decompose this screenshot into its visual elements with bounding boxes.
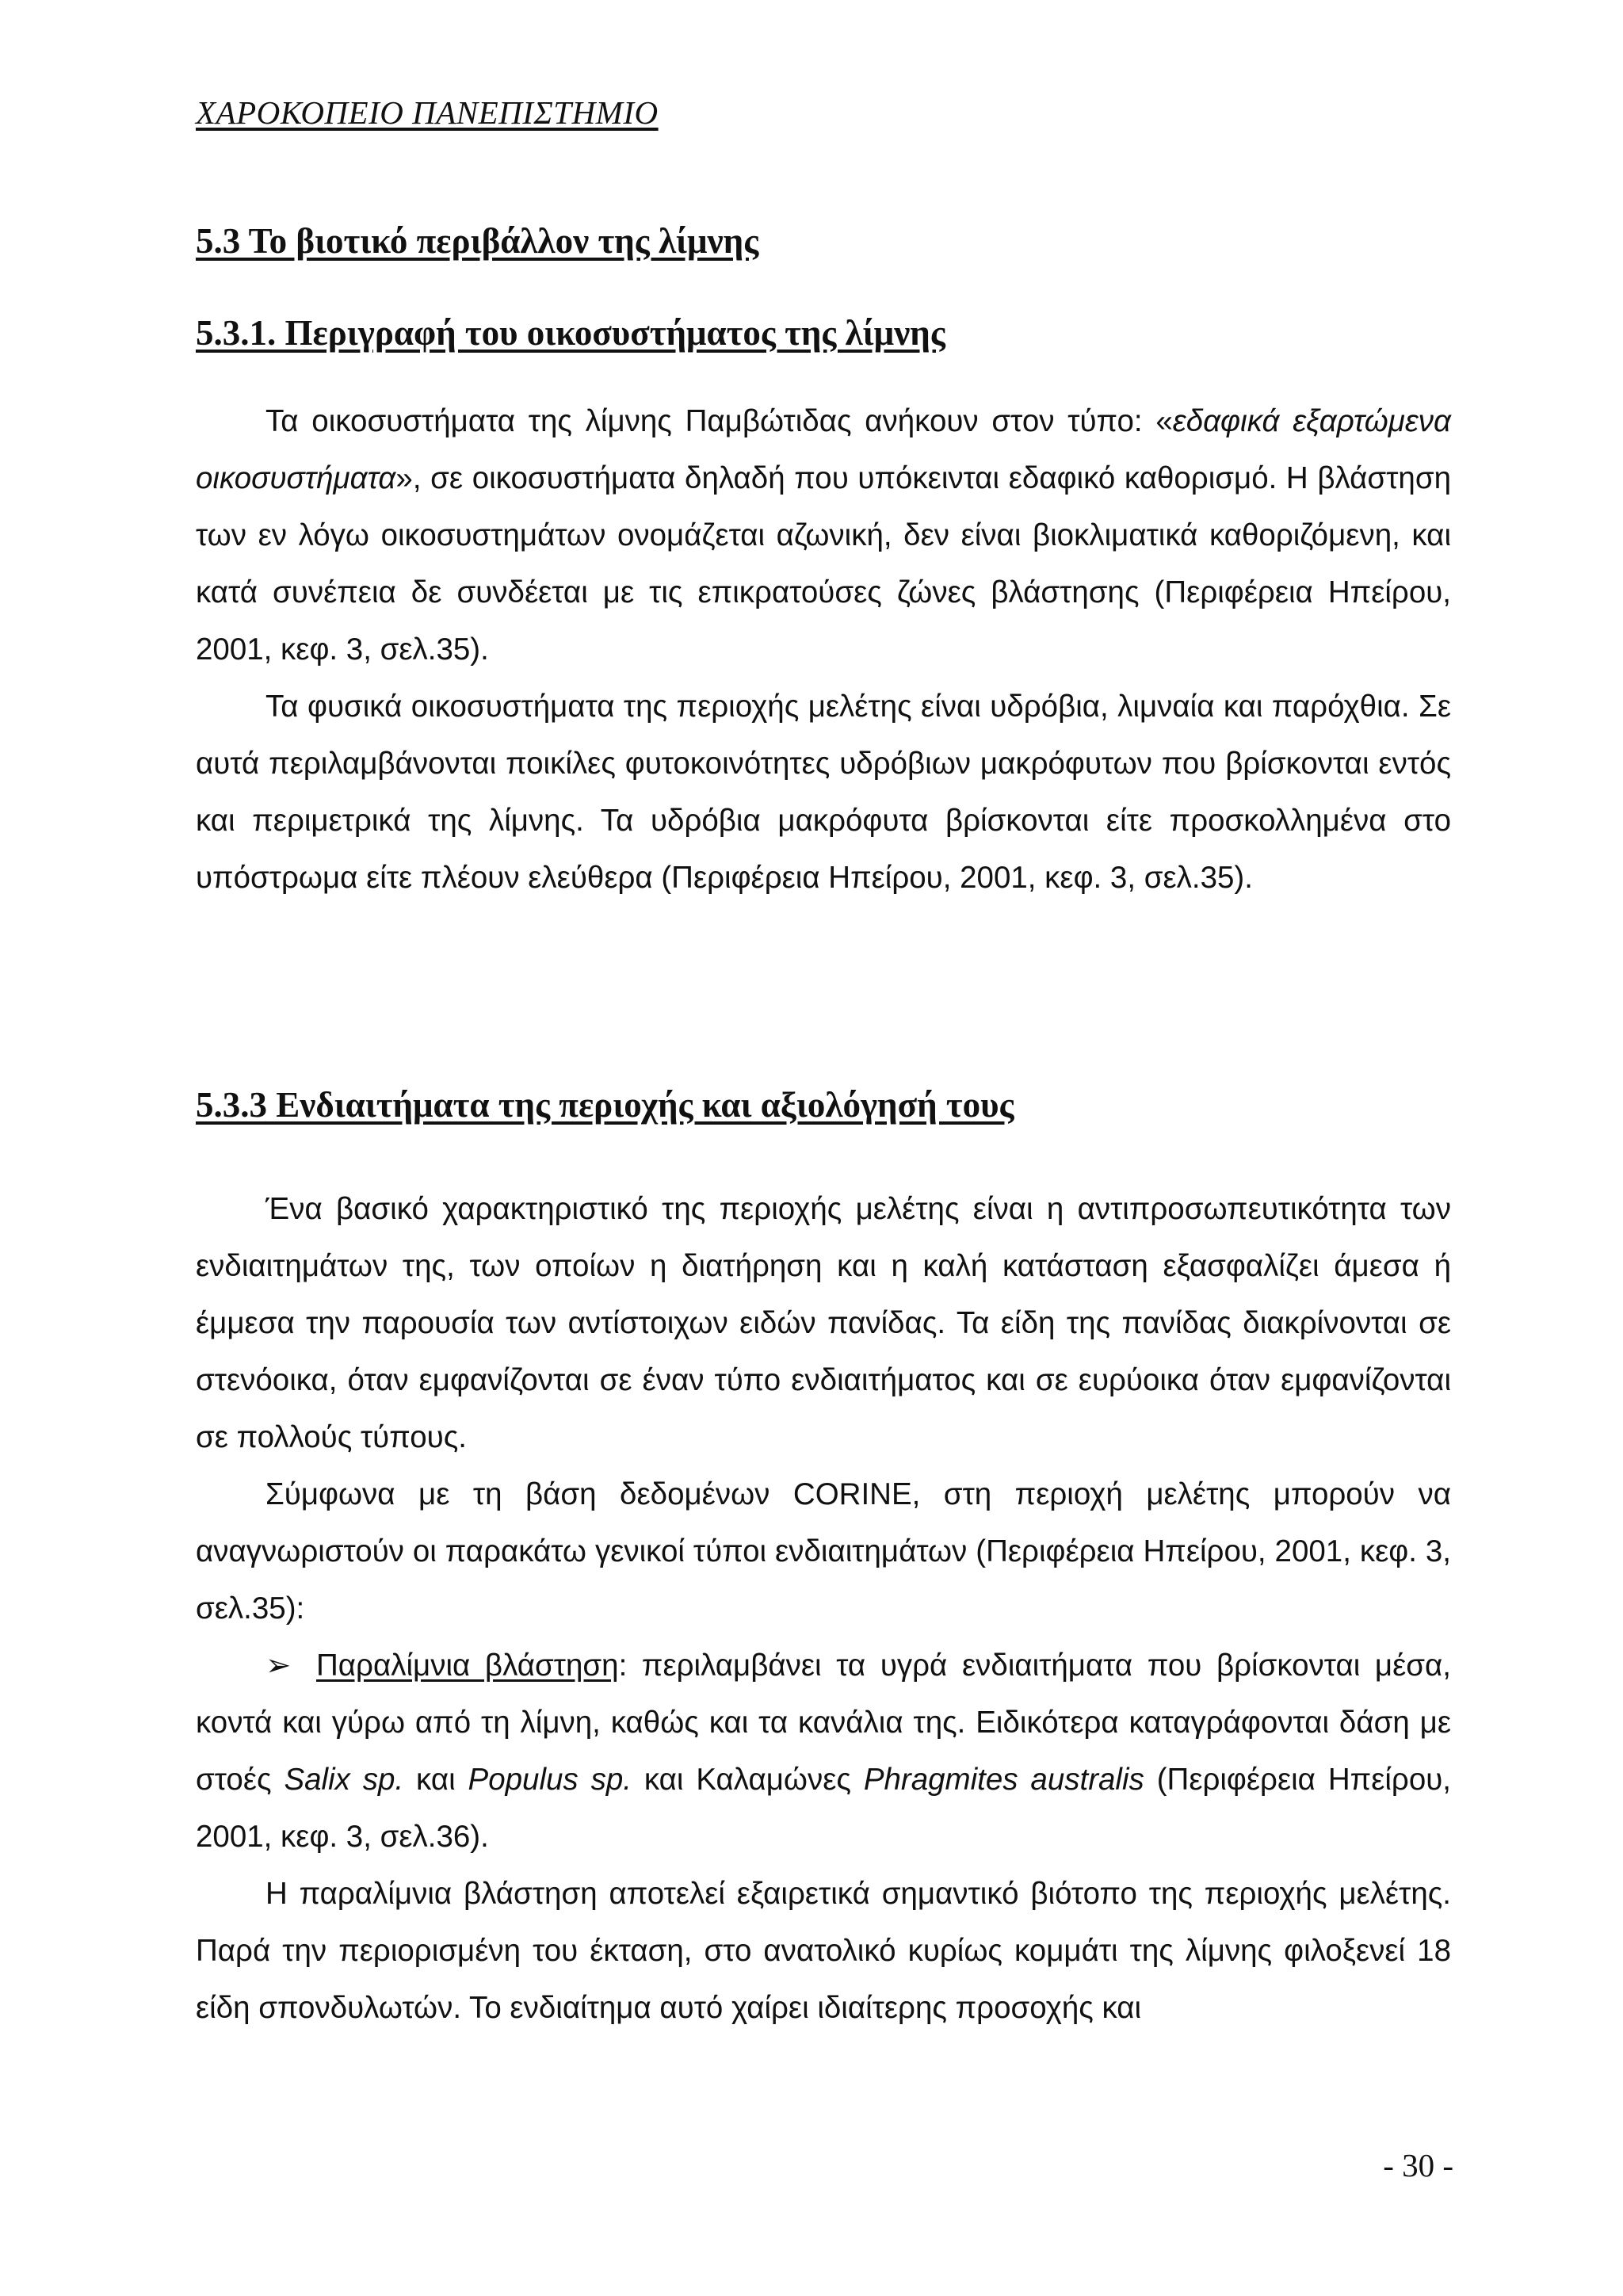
section-heading-5-3: 5.3 Το βιοτικό περιβάλλον της λίμνης: [196, 221, 759, 261]
section-heading-5-3-1: 5.3.1. Περιγραφή του οικοσυστήματος της λίμνης: [196, 313, 945, 353]
bullet-text-a: : περιλαμβάνει τα υγρά ενδιαιτήματα που βρίσκονται μέσα, κοντά και γύρω από τη λίμνη, καθώς και τα κανάλια της. Ειδικότερα καταγράφονται δάση με στοές: [196, 1648, 1451, 1797]
paragraph-1-text-a: Τα οικοσυστήματα της λίμνης Παμβώτιδας ανήκουν στον τύπο: «: [265, 404, 1173, 438]
section-5-3-1-body: [196, 393, 1451, 907]
species-phragmites: Phragmites australis: [863, 1763, 1144, 1797]
arrow-bullet-icon: ➢: [265, 1648, 292, 1683]
bullet-text-c: και Καλαμώνες: [631, 1763, 864, 1797]
paragraph-1: [196, 393, 1451, 678]
bullet-item-riparian-vegetation: [196, 1637, 1451, 1866]
section-5-3-3-body: [196, 1181, 1451, 2037]
section-heading-5-3-3: 5.3.3 Ενδιαιτήματα της περιοχής και αξιολόγησή τους: [196, 1085, 1014, 1125]
species-salix: Salix sp.: [284, 1763, 404, 1797]
paragraph-3: Ένα βασικό χαρακτηριστικό της περιοχής μελέτης είναι η αντιπροσωπευτικότητα των ενδιαιτημάτων της, των οποίων η διατήρηση και η καλή κατάσταση εξασφαλίζει άμεσα ή έμμεσα την παρουσία των αντίστοιχων ειδών πανίδας. Τα είδη της πανίδας διακρίνονται σε στενόοικα, όταν εμφανίζονται σε έναν τύπο ενδιαιτήματος και σε ευρύοικα όταν εμφανίζονται σε πολλούς τύπους.: [196, 1192, 1451, 1454]
page-number: - 30 -: [1383, 2147, 1453, 2183]
paragraph-4: Σύμφωνα με τη βάση δεδομένων CORINE, στη περιοχή μελέτης μπορούν να αναγνωριστούν οι παρακάτω γενικοί τύποι ενδιαιτημάτων (Περιφέρεια Ηπείρου, 2001, κεφ. 3, σελ.35):: [196, 1477, 1451, 1626]
paragraph-2: Τα φυσικά οικοσυστήματα της περιοχής μελέτης είναι υδρόβια, λιμναία και παρόχθια. Σε αυτά περιλαμβάνονται ποικίλες φυτοκοινότητες υδρόβιων μακρόφυτων που βρίσκονται εντός και περιμετρικά της λίμνης. Τα υδρόβια μακρόφυτα βρίσκονται είτε προσκολλημένα στο υπόστρωμα είτε πλέουν ελεύθερα (Περιφέρεια Ηπείρου, 2001, κεφ. 3, σελ.35).: [196, 690, 1451, 895]
bullet-term: Παραλίμνια βλάστηση: [316, 1648, 619, 1683]
paragraph-5: Η παραλίμνια βλάστηση αποτελεί εξαιρετικά σημαντικό βιότοπο της περιοχής μελέτης. Παρά την περιορισμένη του έκταση, στο ανατολικό κυρίως κομμάτι της λίμνης φιλοξενεί 18 είδη σπονδυλωτών. Το ενδιαίτημα αυτό χαίρει ιδιαίτερης προσοχής και: [196, 1877, 1451, 2025]
paragraph-1-text-c: », σε οικοσυστήματα δηλαδή που υπόκεινται εδαφικό καθορισμό. Η βλάστηση των εν λόγω οικοσυστημάτων ονομάζεται αζωνική, δεν είναι βιοκλιματικά καθοριζόμενη, και κατά συνέπεια δε συνδέεται με τις επικρατούσες ζώνες βλάστησης (Περιφέρεια Ηπείρου, 2001, κεφ. 3, σελ.35).: [196, 461, 1451, 667]
running-header: ΧΑΡΟΚΟΠΕΙΟ ΠΑΝΕΠΙΣΤΗΜΙΟ: [196, 94, 659, 131]
bullet-text-b: και: [403, 1763, 468, 1797]
paragraph-1-italic-term: εδαφικά εξαρτώμενα οικοσυστήματα: [196, 404, 1451, 495]
species-populus: Populus sp.: [468, 1763, 632, 1797]
bullet-text-d: (Περιφέρεια Ηπείρου, 2001, κεφ. 3, σελ.36).: [196, 1763, 1451, 1854]
